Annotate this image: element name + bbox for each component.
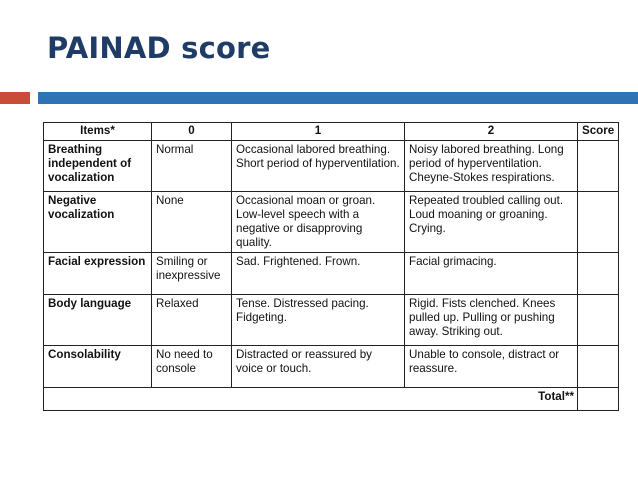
score-entry-cell [578,141,619,192]
cell-score-2: Noisy labored breathing. Long period of hyperventilation. Cheyne-Stokes respirations. [405,141,578,192]
cell-score-2: Unable to console, distract or reassure. [405,346,578,388]
cell-score-1: Tense. Distressed pacing. Fidgeting. [232,295,405,346]
header-score-2: 2 [405,123,578,141]
item-facial-expression: Facial expression [44,253,152,295]
header-items: Items* [44,123,152,141]
score-entry-cell [578,295,619,346]
accent-bar-blue [38,92,638,104]
table-row [44,141,619,192]
page-title: PAINAD score [47,31,271,65]
cell-score-0: No need to console [152,346,232,388]
cell-score-2: Repeated troubled calling out. Loud moaning or groaning. Crying. [405,192,578,253]
item-negative-vocalization: Negative vocalization [44,192,152,253]
header-score: Score [578,123,619,141]
table-header-row [44,123,619,141]
total-row [44,388,619,411]
cell-score-0: Smiling or inexpressive [152,253,232,295]
cell-score-0: Normal [152,141,232,192]
score-entry-cell [578,253,619,295]
header-score-1: 1 [232,123,405,141]
table-row [44,346,619,388]
cell-score-0: None [152,192,232,253]
table-row [44,295,619,346]
header-score-0: 0 [152,123,232,141]
accent-bar-red [0,92,30,104]
score-entry-cell [578,346,619,388]
cell-score-1: Distracted or reassured by voice or touch. [232,346,405,388]
total-label: Total** [44,388,578,411]
table-row [44,192,619,253]
cell-score-0: Relaxed [152,295,232,346]
cell-score-2: Facial grimacing. [405,253,578,295]
item-breathing: Breathing independent of vocalization [44,141,152,192]
table-row [44,253,619,295]
item-body-language: Body language [44,295,152,346]
score-entry-cell [578,192,619,253]
cell-score-1: Sad. Frightened. Frown. [232,253,405,295]
cell-score-1: Occasional labored breathing. Short period of hyperventilation. [232,141,405,192]
cell-score-2: Rigid. Fists clenched. Knees pulled up. Pulling or pushing away. Striking out. [405,295,578,346]
cell-score-1: Occasional moan or groan. Low-level speech with a negative or disapproving quality. [232,192,405,253]
painad-table [43,122,619,411]
total-score-cell [578,388,619,411]
item-consolability: Consolability [44,346,152,388]
